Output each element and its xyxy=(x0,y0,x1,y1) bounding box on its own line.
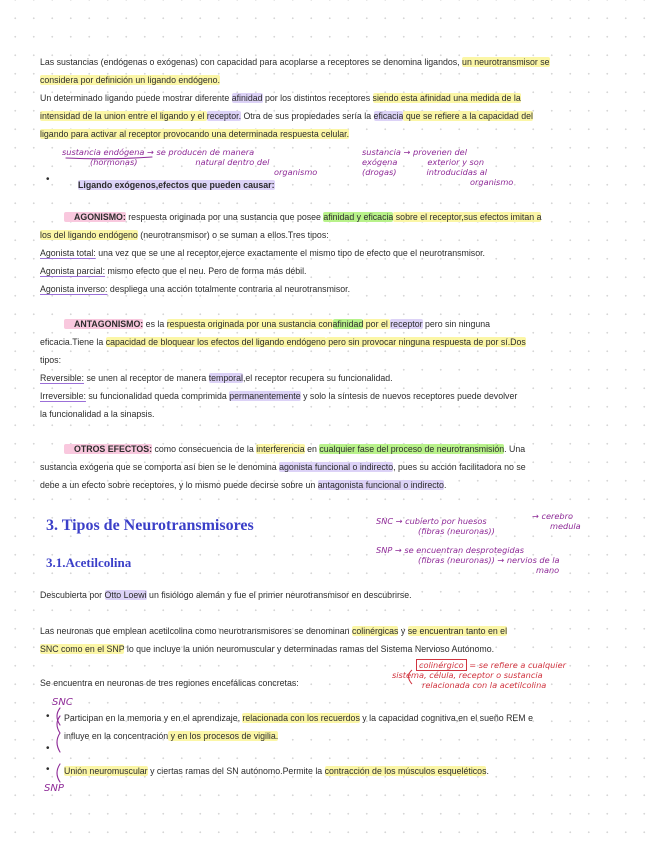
highlight: Unión neuromuscular xyxy=(64,766,148,776)
highlight: contracción de los músculos esqueléticos xyxy=(324,766,487,776)
highlight: relacionada con los recuerdos xyxy=(242,713,360,723)
highlight: afinidad xyxy=(231,93,263,103)
text: un fisiólogo alemán y fue el primer neurotransmisor en descubrirse. xyxy=(146,590,412,600)
text: Descubierta por xyxy=(40,590,105,600)
otros-efectos-paragraph xyxy=(40,440,612,494)
text: , pues su acción facilitadora no se xyxy=(393,462,526,472)
handwritten-note-snc xyxy=(376,516,495,536)
text: Las sustancias (endógenas o exógenas) con capacidad para acoplarse a receptores se denomina ligandos, xyxy=(40,57,463,67)
highlight: respuesta originada por una sustancia con xyxy=(166,319,333,329)
note-text: exógena xyxy=(362,157,398,167)
acetilcolina-p1 xyxy=(40,586,612,604)
otros-efectos-title: OTROS EFECTOS: xyxy=(64,444,152,454)
heading-text: Ligando exógenos,efectos que pueden causar: xyxy=(78,180,275,190)
bullet-dot: • xyxy=(46,174,50,185)
text: por los distintos receptores xyxy=(262,93,373,103)
note-text: mano xyxy=(536,565,560,575)
bullet-dot: • xyxy=(46,743,50,754)
highlight: afinidad xyxy=(332,319,364,329)
underlined-term: Irreversible: xyxy=(40,391,86,401)
text: debe a un efecto sobre receptores, y lo mismo puede decirse sobre un xyxy=(40,480,318,490)
highlight: un neurotransmisor se xyxy=(462,57,550,67)
text: tipos: xyxy=(40,355,62,365)
highlight: y en los procesos de vigilia. xyxy=(168,731,279,741)
section-title: 3. Tipos de Neurotransmisores xyxy=(46,517,254,534)
margin-note-snp: SNP xyxy=(44,783,64,794)
text: una vez que se une al receptor,ejerce exactamente el mismo tipo de efecto que el neurotransmisor. xyxy=(95,248,485,258)
highlight: colinérgicas xyxy=(352,626,399,636)
handwritten-note-endogena xyxy=(62,147,317,177)
highlight: agonista funcional o indirecto xyxy=(279,462,394,472)
text: mismo efecto que el neu. Pero de forma más débil. xyxy=(105,266,307,276)
highlight: por el xyxy=(363,319,391,329)
text: se unen al receptor de manera xyxy=(84,373,209,383)
text: Las neuronas que emplean acetilcolina como neurotransmisores se denominan xyxy=(40,626,352,636)
highlight: se encuentran tanto en el xyxy=(407,626,508,636)
note-text: → cerebro xyxy=(532,511,573,521)
note-text: natural dentro del xyxy=(195,157,270,167)
text: y la capacidad cognitiva,en el sueño REM e xyxy=(359,713,533,723)
underlined-term: Agonista parcial: xyxy=(40,266,106,276)
intro-paragraph xyxy=(40,53,612,143)
note-text: SNP → se encuentran desprotegidas xyxy=(376,545,525,555)
bullet-dot: • xyxy=(46,764,50,775)
note-text: sistema, célula, receptor o sustancia xyxy=(392,670,543,680)
highlight: SNC como en el SNP xyxy=(40,644,125,654)
acetilcolina-p3 xyxy=(40,674,612,692)
bullet-item-neuromuscular xyxy=(64,762,624,780)
highlight: los del ligando endógeno xyxy=(40,230,138,240)
bracket-stroke xyxy=(57,708,60,725)
highlight: ligando para activar al receptor provocando una determinada respuesta celular. xyxy=(40,129,350,139)
acetilcolina-p2 xyxy=(40,622,612,658)
text: ,el receptor recupera su funcionalidad. xyxy=(242,373,393,383)
highlight: considera por definición un ligando endógeno. xyxy=(40,75,220,85)
note-text: (fibras (neuronas)) → nervios de la xyxy=(418,555,560,565)
note-text: (fibras (neuronas)) xyxy=(418,526,495,536)
highlight: que se refiere a la capacidad del xyxy=(403,111,533,121)
text: despliega una acción totalmente contraria al neurotransmisor. xyxy=(107,284,351,294)
highlight: permanentemente xyxy=(229,391,301,401)
highlight: capacidad de bloquear los efectos del ligando endógeno xyxy=(105,337,326,347)
note-text: → se producen de manera xyxy=(147,147,255,157)
underlined-term: Reversible: xyxy=(40,373,85,383)
text: y solo la síntesis de nuevos receptores puede devolver xyxy=(300,391,518,401)
margin-note-snc: SNC xyxy=(52,697,73,708)
note-text: relacionada con la acetilcolina xyxy=(422,680,547,690)
text: lo que incluye la unión neuromuscular y determinadas ramas del Sistema Nervioso Autónomo. xyxy=(124,644,495,654)
bullet-dot: • xyxy=(46,711,50,722)
handwritten-note-snp xyxy=(376,545,560,575)
text: pero sin ninguna xyxy=(422,319,491,329)
text: (neurotransmisor) o se suman a ellos.Tres tipos: xyxy=(137,230,329,240)
text: Se encuentra en neuronas de tres regiones encefálicas concretas: xyxy=(40,678,299,688)
highlight: Otto Loewi xyxy=(104,590,147,600)
underlined-term: Agonista inverso: xyxy=(40,284,108,294)
subsection-title: 3.1.Acetilcolina xyxy=(46,555,132,570)
text: y ciertas ramas del SN autónomo.Permite la xyxy=(147,766,325,776)
antagonismo-title: ANTAGONISMO: xyxy=(64,319,143,329)
highlight: antagonista funcional o indirecto xyxy=(317,480,444,490)
text: la funcionalidad a la sinapsis. xyxy=(40,409,155,419)
bullet-heading xyxy=(78,176,478,194)
bracket-stroke xyxy=(57,764,60,782)
bullet-item-memoria xyxy=(64,709,624,745)
text: respuesta originada por una sustancia que posee xyxy=(125,212,324,222)
highlight: sobre el receptor,sus efectos imitan a xyxy=(393,212,542,222)
note-text: (hormonas) xyxy=(90,157,138,167)
note-text: sustancia xyxy=(362,147,401,157)
boxed-term: colinérgico xyxy=(416,659,467,671)
note-text: = se refiere a cualquier xyxy=(469,660,567,670)
highlight: interferencia xyxy=(256,444,305,454)
note-text: organismo xyxy=(470,177,514,187)
text: influye en la concentración xyxy=(64,731,169,741)
highlight: pero sin provocar ninguna respuesta de por sí.Dos xyxy=(325,337,526,347)
highlight: receptor xyxy=(390,319,423,329)
text: en xyxy=(304,444,320,454)
text: . xyxy=(486,766,489,776)
text: y xyxy=(398,626,408,636)
text: Participan en la memoria y en el aprendizaje, xyxy=(64,713,243,723)
note-text: organismo xyxy=(274,167,318,177)
text: . xyxy=(443,480,447,490)
highlight: siendo esta afinidad una medida de la xyxy=(372,93,521,103)
note-text: → provenen del xyxy=(403,147,467,157)
note-text: SNC → cubierto por huesos xyxy=(376,516,487,526)
text: Otra de sus propiedades sería la xyxy=(241,111,374,121)
highlight: eficacia xyxy=(373,111,404,121)
text: eficacia.Tiene la xyxy=(40,337,106,347)
text: . Una xyxy=(504,444,526,454)
note-text: medula xyxy=(550,521,581,531)
highlight: cualquier fase del proceso de neurotransmisión xyxy=(319,444,505,454)
agonismo-title: AGONISMO: xyxy=(64,212,126,222)
highlight: receptor. xyxy=(206,111,242,121)
underlined-term: Agonista total: xyxy=(40,248,96,258)
text: su funcionalidad queda comprimida xyxy=(85,391,230,401)
text: como consecuencia de la xyxy=(152,444,257,454)
note-text: sustancia endógena xyxy=(62,147,145,157)
note-text: exterior y son xyxy=(427,157,485,167)
text: es la xyxy=(143,319,167,329)
highlight: afinidad y eficacia xyxy=(323,212,394,222)
text: Un determinado ligando puede mostrar diferente xyxy=(40,93,232,103)
note-text: introducidas al xyxy=(426,167,488,177)
highlight: temporal xyxy=(208,373,243,383)
highlight: intensidad de la union entre el ligando y el xyxy=(40,111,207,121)
text: sustancia exógena que se comporta así bien se le denomina xyxy=(40,462,280,472)
agonismo-paragraph xyxy=(40,208,612,298)
antagonismo-paragraph xyxy=(40,315,612,423)
note-text: (drogas) xyxy=(362,167,397,177)
handwritten-note-snc-brain xyxy=(532,511,581,531)
bracket-stroke xyxy=(57,716,60,752)
